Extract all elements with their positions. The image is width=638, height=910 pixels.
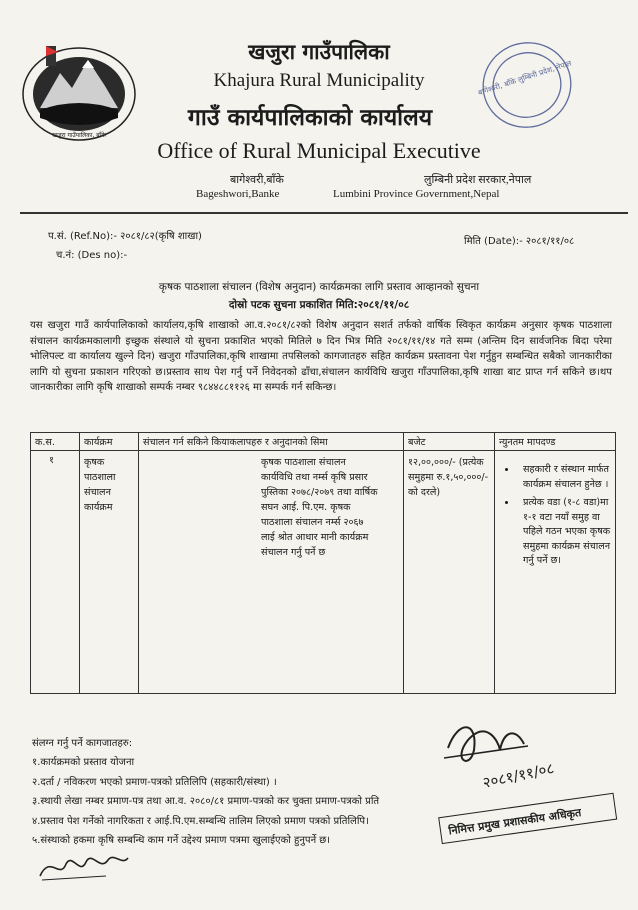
list-item: २.दर्ता / नविकरण भएको प्रमाण-पत्रको प्रतिलिपि (सहकारी/संस्था) । [32, 776, 277, 788]
svg-text:बागेश्वरी, बाँके लुम्बिनी प्रद: बागेश्वरी, बाँके लुम्बिनी प्रदेश, नेपाल [478, 58, 573, 98]
list-item: ५.संस्थाको हकमा कृषि सम्बन्धि काम गर्ने उद्देश्य प्रमाण पत्रमा खुलाईएको हुनुपर्ने छ। [32, 835, 331, 847]
header-program: कार्यक्रम [80, 433, 139, 451]
list-item: ३.स्थायी लेखा नम्बर प्रमाण-पत्र तथा आ.व. २०८०/८१ प्रमाण-पत्रको कर चुक्ता प्रमाण-पत्रको प्रति [32, 796, 380, 808]
attachments-list [32, 734, 379, 850]
officer-signature-block [438, 710, 618, 850]
notice-body: यस खजुरा गाउँ कार्यपालिकाको कार्यालय,कृषि शाखाको आ.व.२०८१/८२को विशेष अनुदान सशर्त तर्फको वार्षिक स्विकृत कार्यक्रम अनुसार कृषक पाठशाला संचालन कार्यक्रमकालागी इच्छुक संस्थाले यो सुचना प्रकाशित भएको मितिले ७ दिन भित्र मिति २०८१/११/१४ गते सम्म (अन्तिम दिन सार्वजनिक बिदा परेमा भोलिपल्ट वा कार्यालय खुल्ने दिन) खजुरा गाँउपालिका,कृषि शाखामा तपसिलको कागजातहरु सहित कार्यक्रम प्रस्तावना पेश गर्नुहुन सम्बन्धित सबैको जानकारीका लागि यो सुचना प्रकाशन गरिएको छ।प्रस्ताव साथ पेश गर्नु पर्ने निवेदनको ढाँचा,संचालन कार्यविधि खजुरा गाँउपालिका,कृषि शाखा बाट प्राप्त गर्न सकिने छ।थप जानकारीका लागि कृषि शाखाको सम्पर्क नम्बर ९८४४८८११२६ मा सम्पर्क गर्न सकिन्छ। [30, 320, 612, 394]
header-budget: बजेट [404, 433, 495, 451]
signature-date: २०८१/११/०८ [481, 759, 556, 792]
address-right-nepali: लुम्बिनी प्रदेश सरकार,नेपाल [424, 174, 532, 186]
attachments-title: संलग्न गर्नु पर्ने कागजातहरु: [32, 738, 133, 749]
svg-text:खजुरा गाउँपालिका, बाँके: खजुरा गाउँपालिका, बाँके [52, 132, 106, 139]
header-divider [20, 212, 628, 214]
header-sn: क.स. [31, 433, 80, 451]
office-name-nepali: गाउँ कार्यपालिकाको कार्यालय [187, 105, 433, 131]
cell-sn: १ [31, 451, 80, 694]
notice-subtitle: दोस्रो पटक सुचना प्रकाशित मिति:२०८१/११/०८ [228, 299, 410, 311]
dispatch-number: च.नं: (Des no):- [56, 250, 128, 261]
notice-title: कृषक पाठशाला संचालन (विशेष अनुदान) कार्यक्रमका लागि प्रस्ताव आव्हानको सुचना [158, 281, 480, 293]
date-value: २०८१/११/०८ [525, 236, 575, 247]
criteria-item: • प्रत्येक वडा (१-८ वडा)मा १-१ वटा नयाँ समुह वा पहिले गठन भएका कृषक समुहमा कार्यक्रम संचालन गर्नु पर्ने छ। [517, 496, 611, 569]
officer-stamp-text: निमित्त प्रमुख प्रशासकीय अधिकृत [447, 805, 583, 838]
municipality-name-english: Khajura Rural Municipality [213, 70, 425, 91]
list-item: १.कार्यक्रमको प्रस्ताव योजना [32, 757, 135, 769]
office-stamp [478, 30, 576, 140]
header-activities: संचालन गर्न सकिने कियाकलापहरु र अनुदानको सिमा [139, 433, 404, 451]
reference-value: २०८१/८२(कृषि शाखा) [120, 231, 202, 242]
date-label: मिति (Date):- [464, 236, 523, 247]
clerk-signature [36, 846, 132, 884]
table-row [31, 451, 616, 694]
municipality-name-nepali: खजुरा गाउँपालिका [248, 40, 390, 64]
address-right-english: Lumbini Province Government,Nepal [333, 188, 500, 200]
date-line [464, 233, 574, 247]
cell-criteria [495, 451, 616, 694]
address-left-nepali: बागेश्वरी,बाँके [230, 174, 284, 186]
office-name-english: Office of Rural Municipal Executive [157, 138, 481, 163]
address-left-english: Bageshwori,Banke [196, 188, 280, 200]
list-item: ४.प्रस्ताव पेश गर्नेको नागरिकता र आई.पि.एम.सम्बन्धि तालिम लिएको प्रमाण पत्रको प्रतिलिपि। [32, 815, 369, 827]
cell-activities: कृषक पाठशाला संचालन कार्यविधि तथा नर्म्स कृषि प्रसार पुस्तिका २०७८/२०७९ तथा वार्षिक सघन आई. पि.एम. कृषक पाठशाला संचालन नर्म्स २०६७ लाई श्रोत आधार मानी कार्यक्रम संचालन गर्नु पर्ने छ [139, 451, 404, 694]
reference-number [48, 228, 202, 242]
header-criteria: न्युनतम मापदण्ड [495, 433, 616, 451]
cell-program: कृषक पाठशाला संचालन कार्यक्रम [80, 451, 139, 694]
criteria-item: • सहकारी र संस्थान मार्फत कार्यक्रम संचालन हुनेछ । [517, 463, 611, 492]
reference-label: प.सं. (Ref.No):- [48, 231, 117, 242]
cell-budget: १२,००,०००/- (प्रत्येक समुहमा रु.१,५०,०००/- को दरले) [404, 451, 495, 694]
program-table [30, 432, 616, 694]
table-header-row [31, 433, 616, 451]
